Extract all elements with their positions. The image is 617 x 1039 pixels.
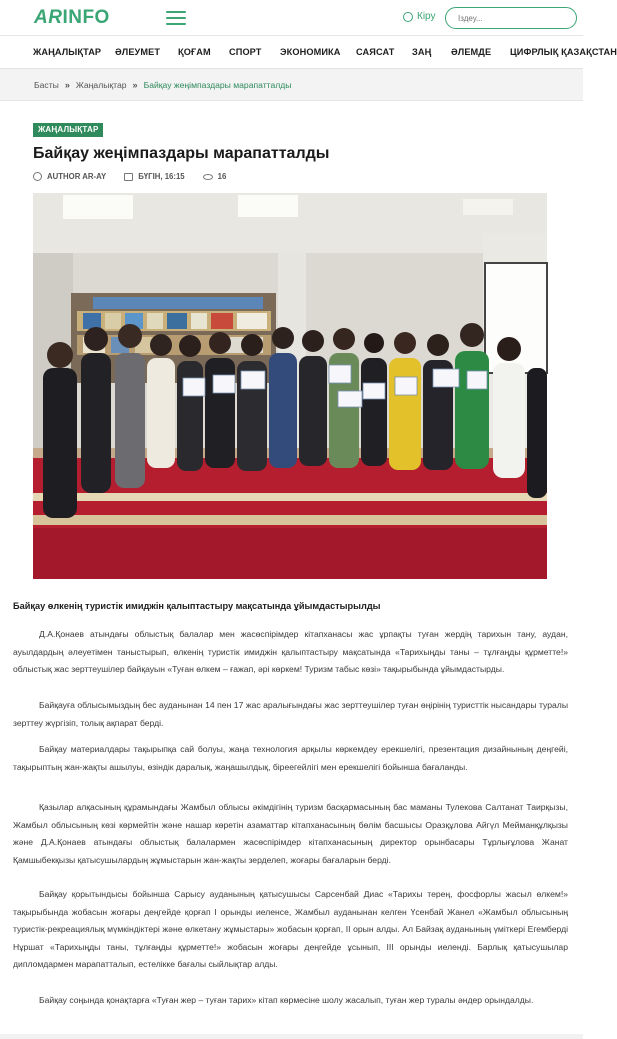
nav-item-world[interactable]: ӘЛЕМДЕ bbox=[451, 47, 492, 57]
hamburger-menu-icon[interactable] bbox=[166, 11, 186, 25]
article-paragraph: Д.А.Қонаев атындағы облыстық балалар мен жасөспірімдер кітапханасы жас ұрпақты туған жердің тарихын тану, аудан, ауылдардың әлеуетімен таныстырып, өлкенің туристік имиджін қалыптастыру мақсатында «Тарихыңды таны – тұлғаңды құрметте!» облыстық жас зерттеушілер байқауын «Туған өлкем – ғажап, әрі көркем! Туризм табыс көзі» тақырыбында ұйымдастырды. bbox=[13, 629, 568, 674]
nav-item-politics[interactable]: САЯСАТ bbox=[356, 47, 395, 57]
article-paragraph: Байқауға облысымыздың бес ауданынан 14 пен 17 жас аралығындағы жас зерттеушілер туған өңірінің туристтік нысандары туралы зерттеу жүргізіп, толық ақпарат берді. bbox=[13, 700, 568, 728]
nav-item-sport[interactable]: СПОРТ bbox=[229, 47, 262, 57]
article-photo bbox=[33, 193, 547, 579]
breadcrumb-bar bbox=[0, 69, 583, 101]
user-icon bbox=[403, 12, 413, 22]
site-logo[interactable] bbox=[34, 7, 110, 29]
article-paragraph: Байқау соңында қонақтарға «Туған жер – туған тарих» кітап көрмесіне шолу жасалып, туған жер туралы әндер орындалды. bbox=[39, 995, 534, 1005]
category-badge[interactable]: ЖАҢАЛЫҚТАР bbox=[33, 123, 103, 137]
article-paragraph: Қазылар алқасының құрамындағы Жамбыл облысы әкімдігінің туризм басқармасының бас маманы Тулекова Салтанат Таирқызы, Жамбыл облысының көзі көрмейтін және нашар көретін азаматтар кітапханасының бөлім басшысы Оразқұлова Айгүл Мейманқұлқызы және Д.А.Қонаев атындағы облыстық балалармен жасөспірімдер кітапханасының директор орынбасары Тұрлығұлова Жанат Қамшыбекқызы қатысушылардың жұмыстарын жан-жақты зерделеп, жоғары бағаларын берді. bbox=[13, 802, 568, 865]
login-link[interactable] bbox=[403, 11, 436, 22]
breadcrumb bbox=[34, 80, 291, 90]
publish-time: БҮГІН, 16:15 bbox=[138, 172, 185, 181]
breadcrumb-section[interactable]: Жаңалықтар bbox=[75, 80, 127, 90]
nav-item-law[interactable]: ЗАҢ bbox=[412, 47, 432, 57]
eye-icon bbox=[203, 174, 213, 180]
article-paragraph: Байқау қорытындысы бойынша Сарысу ауданының қатысушысы Сарсенбай Диас «Тарихы терең, фосфорлы жасыл өлкем!» тақырыбында жобасын жоғары деңгейде қорғап I орынды иеленсе, Жамбыл ауданынан келген Үсенбай Жанел «Жамбыл облысының туристік-рекреациялық мүмкіндіктері және өлкетану жұмыстары» жобасын қорғап, II орын алды. Ал Байзақ ауданының үміткері Егембердi Нұршат «Тарихыңды таны, тұлғаңды құрметте!» жобасын жоғары деңгейде ұсынып, III орынды иеленді. Барлық қатысушылар дипломдармен марапатталып, естелікке бағалы сыйлықтар алды. bbox=[13, 889, 568, 969]
search-input[interactable] bbox=[445, 7, 577, 29]
nav-item-economy[interactable]: ЭКОНОМИКА bbox=[280, 47, 341, 57]
article-lead: Байқау өлкенің туристік имиджін қалыптастыру мақсатында ұйымдастырылды bbox=[13, 601, 381, 611]
nav-item-social[interactable]: ӘЛЕУМЕТ bbox=[115, 47, 161, 57]
site-header bbox=[0, 0, 583, 36]
calendar-icon bbox=[124, 173, 133, 181]
chevron-right-icon: » bbox=[132, 80, 138, 90]
nav-item-society[interactable]: ҚОҒАМ bbox=[178, 47, 211, 57]
article-paragraph: Байқау материалдары тақырыпқа сай болуы, жаңа технология арқылы көркемдеу ерекшелігі, презентация дизайнының деңгейі, тақырыптың жан-жақты ашылуы, өзіндік даралық, жаңашылдық, біреегейлігі мен ерекшелігі бойынша бағаланды. bbox=[13, 744, 568, 772]
author-name[interactable]: AUTHOR AR-AY bbox=[47, 172, 107, 181]
author-icon bbox=[33, 172, 42, 181]
logo-ar-text: AR bbox=[34, 7, 63, 28]
nav-item-digital[interactable]: ЦИФРЛЫҚ ҚАЗАҚСТАН bbox=[510, 47, 617, 57]
chevron-right-icon: » bbox=[64, 80, 70, 90]
article-title: Байқау жеңімпаздары марапатталды bbox=[33, 145, 330, 162]
page-bottom-edge bbox=[0, 1034, 583, 1039]
breadcrumb-home[interactable]: Басты bbox=[34, 80, 59, 90]
logo-info-text: INFO bbox=[62, 7, 110, 28]
article-meta bbox=[33, 172, 226, 181]
nav-item-news[interactable]: ЖАҢАЛЫҚТАР bbox=[33, 47, 102, 57]
login-label: Кіру bbox=[417, 11, 436, 22]
view-count: 16 bbox=[217, 172, 227, 181]
main-nav bbox=[0, 36, 617, 69]
breadcrumb-current: Байқау жеңімпаздары марапатталды bbox=[143, 80, 292, 90]
